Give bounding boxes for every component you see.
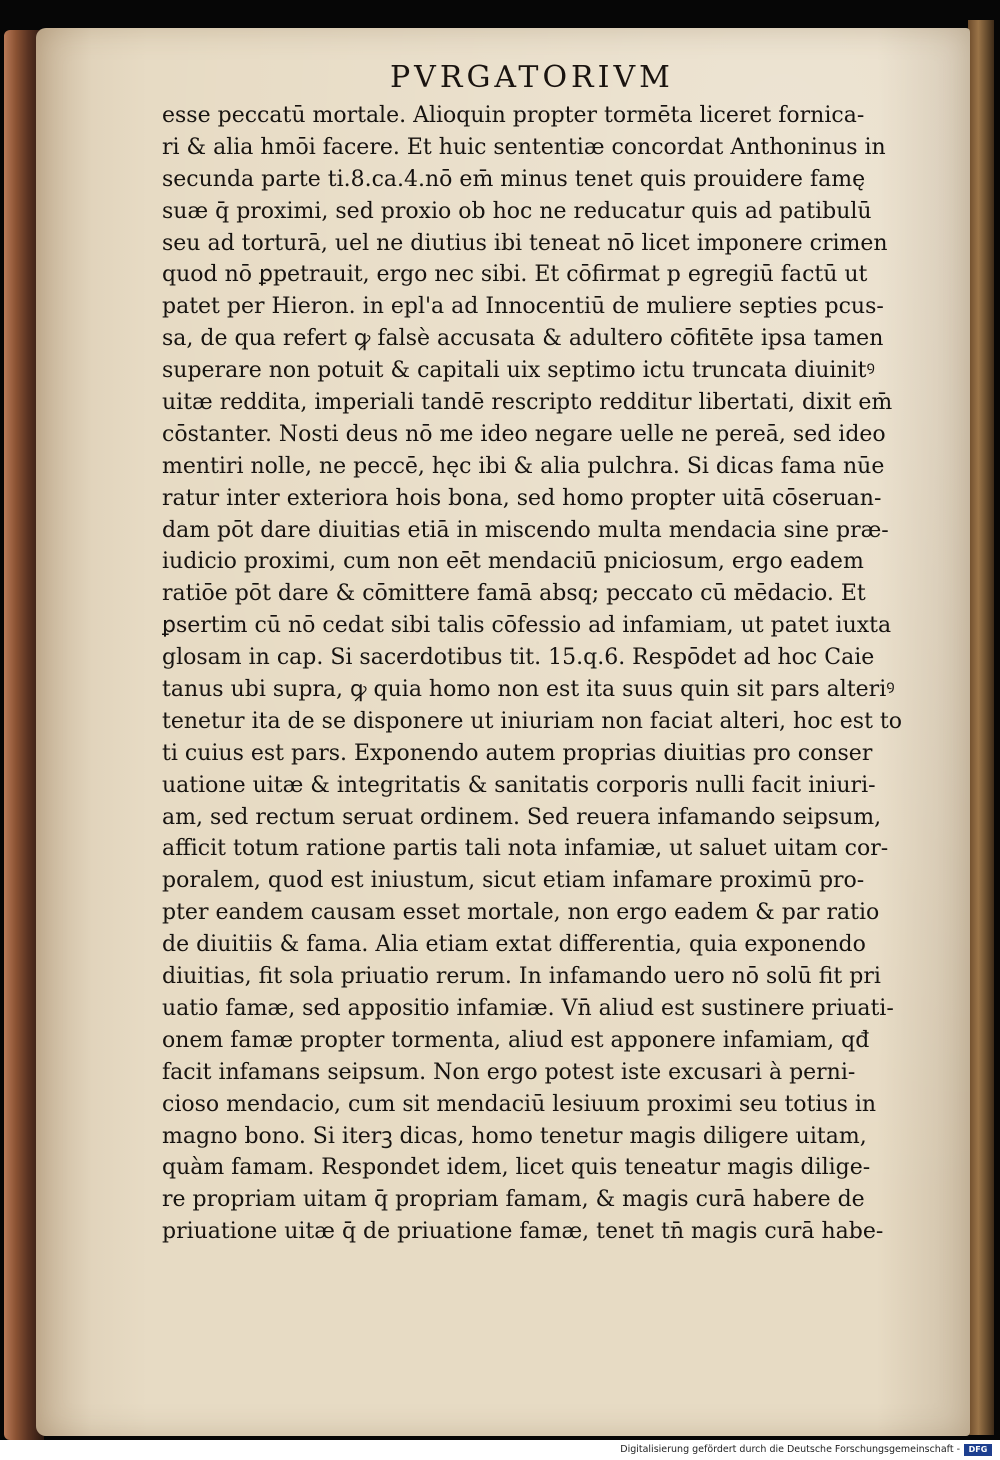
text-line: uatio famæ, sed appositio infamiæ. Vn̄ aliud est sustinere priuati- <box>162 995 894 1021</box>
footer-bar <box>0 1440 1000 1460</box>
text-line: afficit totum ratione partis tali nota infamiæ, ut saluet uitam cor- <box>162 836 889 862</box>
text-line: ti cuius est pars. Exponendo autem proprias diuitias pro conser <box>162 740 873 766</box>
text-line: seu ad torturā, uel ne diutius ibi teneat nō licet imponere crimen <box>162 230 888 256</box>
dfg-logo: DFG <box>964 1444 992 1456</box>
text-line: dam pōt dare diuitias etiā in miscendo multa mendacia sine præ- <box>162 517 889 543</box>
text-line: secunda parte ti.8.ca.4.nō em̄ minus tenet quis prouidere famę <box>162 166 866 192</box>
text-line: ꝑsertim cū nō cedat sibi talis cōfessio ad infamiam, ut patet iuxta <box>162 613 892 639</box>
text-line: uatione uitæ & integritatis & sanitatis corporis nulli facit iniuri- <box>162 772 876 798</box>
text-line: mentiri nolle, ne peccē, hęc ibi & alia pulchra. Si dicas fama nūe <box>162 453 885 479</box>
text-line: tenetur ita de se disponere ut iniuriam non faciat alteri, hoc est to <box>162 708 902 734</box>
footer-credit: Digitalisierung gefördert durch die Deutsche Forschungsgemeinschaft - <box>620 1444 960 1455</box>
text-line: am, sed rectum seruat ordinem. Sed reuera infamando seipsum, <box>162 804 882 830</box>
text-line: suæ q̄ proximi, sed proxio ob hoc ne reducatur quis ad patibulū <box>162 198 872 224</box>
text-line: tanus ubi supra, ꝙ quia homo non est ita suus quin sit pars alteriꝰ <box>162 677 895 703</box>
text-line: magno bono. Si iterꝫ dicas, homo tenetur magis diligere uitam, <box>162 1123 867 1149</box>
text-line: superare non potuit & capitali uix septimo ictu truncata diuinitꝰ <box>162 358 875 384</box>
text-line: de diuitiis & fama. Alia etiam extat differentia, quia exponendo <box>162 932 866 958</box>
text-line: ratiōe pōt dare & cōmittere famā absq; peccato cū mēdacio. Et <box>162 581 866 607</box>
text-line: ratur inter exteriora hois bona, sed homo propter uitā cōseruan- <box>162 485 882 511</box>
text-line: patet per Hieron. in epl'a ad Innocentiū de muliere septies pcus- <box>162 294 884 320</box>
text-line: sa, de qua refert ꝙ falsè accusata & adultero cōfitēte ipsa tamen <box>162 326 884 352</box>
text-line: facit infamans seipsum. Non ergo potest iste excusari à perni- <box>162 1059 856 1085</box>
text-line: ri & alia hmōi facere. Et huic sententiæ concordat Anthoninus in <box>162 134 886 160</box>
text-line: priuatione uitæ q̄ de priuatione famæ, tenet tn̄ magis curā habe- <box>162 1219 884 1245</box>
text-line: uitæ reddita, imperiali tandē rescripto redditur libertati, dixit em̄ <box>162 390 893 416</box>
text-line: pter eandem causam esset mortale, non ergo eadem & par ratio <box>162 900 880 926</box>
text-line: quod nō ꝑpetrauit, ergo nec sibi. Et cōfirmat p egregiū factū ut <box>162 262 868 288</box>
text-line: cioso mendacio, cum sit mendaciū lesiuum proximi seu totius in <box>162 1091 877 1117</box>
text-line: onem famæ propter tormenta, aliud est apponere infamiam, qđ <box>162 1027 870 1053</box>
page-body-text <box>162 100 922 1248</box>
book-gutter-edge <box>968 20 994 1435</box>
text-line: esse peccatū mortale. Alioquin propter tormēta liceret fornica- <box>162 103 865 128</box>
text-line: re propriam uitam q̄ propriam famam, & magis curā habere de <box>162 1187 865 1213</box>
text-line: quàm famam. Respondet idem, licet quis teneatur magis dilige- <box>162 1155 871 1181</box>
text-line: iudicio proximi, cum non eēt mendaciū pniciosum, ergo eadem <box>162 549 864 575</box>
text-line: diuitias, fit sola priuatio rerum. In infamando uero nō solū fit pri <box>162 964 881 990</box>
text-line: poralem, quod est iniustum, sicut etiam infamare proximū pro- <box>162 868 865 894</box>
text-line: glosam in cap. Si sacerdotibus tit. 15.q.6. Respōdet ad hoc Caie <box>162 645 875 671</box>
page-heading: PVRGATORIVM <box>390 60 674 95</box>
text-line: cōstanter. Nosti deus nō me ideo negare uelle ne pereā, sed ideo <box>162 421 886 447</box>
